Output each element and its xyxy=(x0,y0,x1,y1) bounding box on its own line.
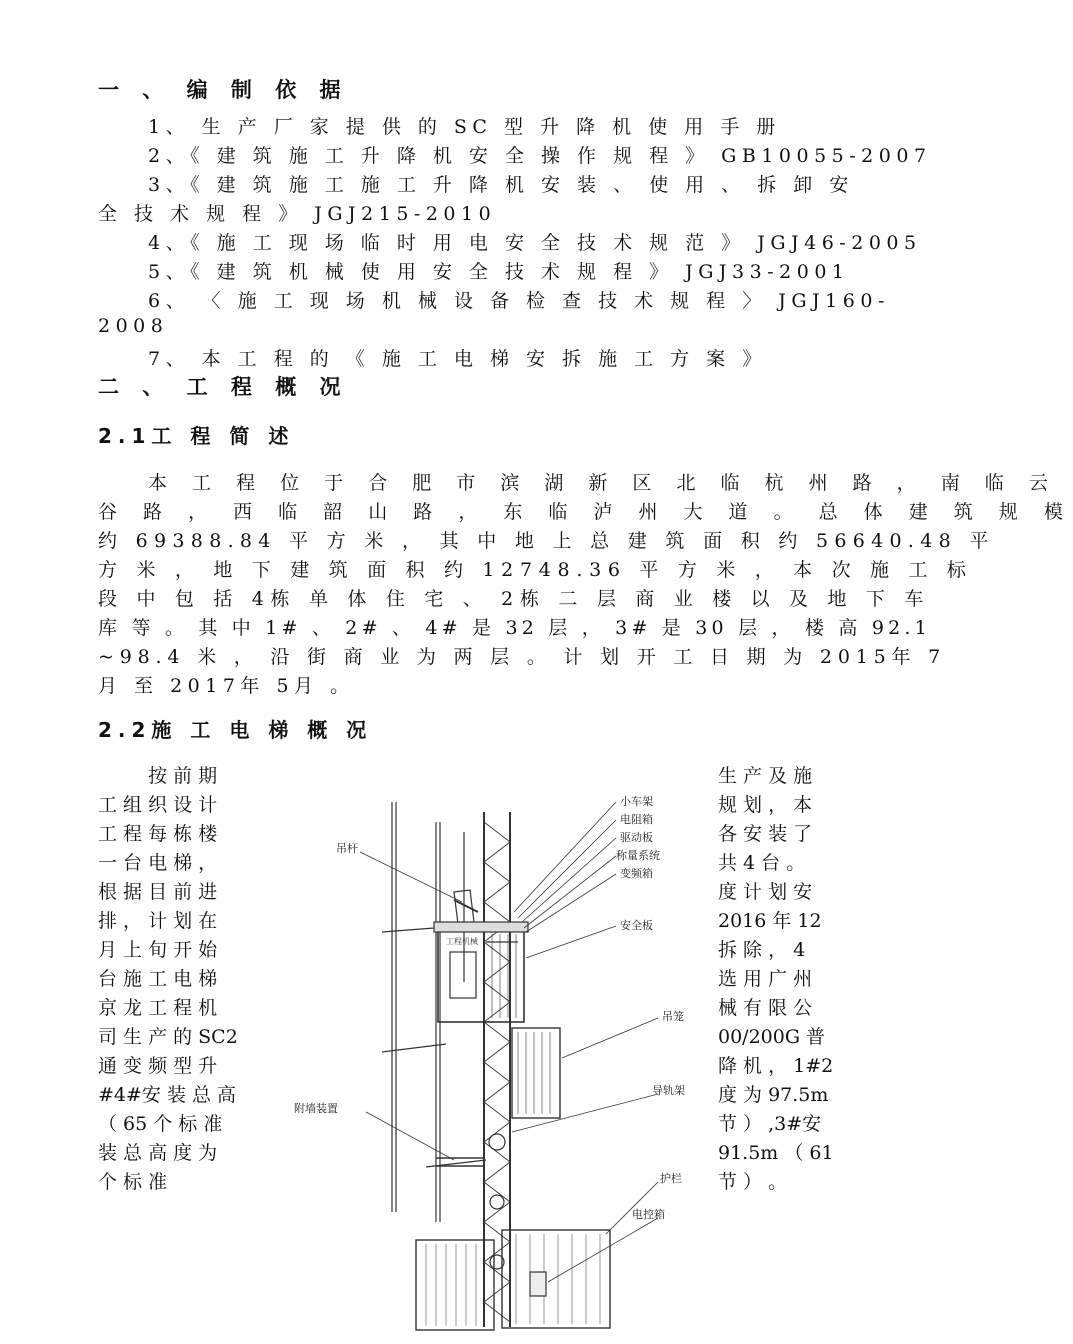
left-line: 台 施 工 电 梯 xyxy=(98,968,218,990)
overview-line-5: 段 中 包 括 4栋 单 体 住 宅 、 2栋 二 层 商 业 楼 以 及 地 下 车 xyxy=(98,588,931,610)
basis-item-3-cont: 全 技 术 规 程 》 JGJ215-2010 xyxy=(98,203,497,225)
label-small-car-frame: 小车架 xyxy=(620,795,653,808)
overview-line-2: 谷 路 ， 西 临 韶 山 路 ， 东 临 泸 州 大 道 。 总 体 建 筑 规 模 xyxy=(98,501,1073,523)
overview-line-8: 月 至 2017年 5月 。 xyxy=(98,675,355,697)
right-line: 2016 年 12 xyxy=(718,910,822,932)
overview-line-7: ~98.4 米 ， 沿 街 商 业 为 两 层 。 计 划 开 工 日 期 为 2015年 7 xyxy=(98,646,947,668)
basis-item-2: 2、《 建 筑 施 工 升 降 机 安 全 操 作 规 程 》 GB10055-2007 xyxy=(148,145,932,167)
left-line: 通 变 频 型 升 xyxy=(98,1055,218,1077)
construction-hoist-diagram xyxy=(286,782,700,1337)
right-line: 降 机 ， 1#2 xyxy=(718,1055,834,1077)
basis-item-6-cont: 2008 xyxy=(98,315,169,337)
basis-item-5: 5、《 建 筑 机 械 使 用 安 全 技 术 规 程 》 JGJ33-2001 xyxy=(148,261,850,283)
label-wall-tie: 附墙装置 xyxy=(294,1102,338,1115)
overview-line-1: 本 工 程 位 于 合 肥 市 滨 湖 新 区 北 临 杭 州 路 ， 南 临 云 xyxy=(148,472,1058,494)
subsection-2-1-title: 2.1工 程 简 述 xyxy=(98,424,295,448)
right-line: 节 ） ,3#安 xyxy=(718,1113,822,1135)
label-safety-plate: 安全板 xyxy=(620,919,653,932)
left-line: 司 生 产 的 SC2 xyxy=(98,1026,238,1048)
label-weighing-system: 称量系统 xyxy=(616,849,660,862)
right-line: 91.5m （ 61 xyxy=(718,1142,834,1164)
label-resistor-box: 电阻箱 xyxy=(620,813,653,826)
label-fence: 护栏 xyxy=(660,1172,682,1185)
right-line: 00/200G 普 xyxy=(718,1026,826,1048)
wrap-text-left-column xyxy=(98,762,260,1197)
basis-item-4: 4、《 施 工 现 场 临 时 用 电 安 全 技 术 规 范 》 JGJ46-2005 xyxy=(148,232,922,254)
basis-item-7: 7、 本 工 程 的 《 施 工 电 梯 安 拆 施 工 方 案 》 xyxy=(148,348,767,370)
right-line: 械 有 限 公 xyxy=(718,997,813,1019)
left-line: 工 组 织 设 计 xyxy=(98,794,218,816)
left-line: 京 龙 工 程 机 xyxy=(98,997,218,1019)
cage-sign: 工程机械 xyxy=(446,937,478,946)
left-line: 按 前 期 xyxy=(148,765,218,787)
label-control-box: 电控箱 xyxy=(632,1208,665,1221)
right-line: 规 划 ， 本 xyxy=(718,794,813,816)
section1-heading: 一 、 编 制 依 据 xyxy=(98,78,349,102)
label-inverter-box: 变频箱 xyxy=(620,867,653,880)
right-line: 度 为 97.5m xyxy=(718,1084,829,1106)
right-line: 各 安 装 了 xyxy=(718,823,813,845)
left-line: 排 ， 计 划 在 xyxy=(98,910,218,932)
label-cage: 吊笼 xyxy=(662,1010,684,1023)
right-line: 生 产 及 施 xyxy=(718,765,813,787)
left-line: 根 据 目 前 进 xyxy=(98,881,218,903)
overview-line-3: 约 69388.84 平 方 米 ， 其 中 地 上 总 建 筑 面 积 约 56640.48 平 xyxy=(98,530,995,552)
right-line: 节 ） 。 xyxy=(718,1171,788,1193)
left-line: （ 65 个 标 准 xyxy=(98,1113,223,1135)
right-line: 共 4 台 。 xyxy=(718,852,806,874)
subsection-2-2-title: 2.2施 工 电 梯 概 况 xyxy=(98,718,373,742)
basis-item-6: 6、 〈 施 工 现 场 机 械 设 备 检 查 技 术 规 程 〉 JGJ160- xyxy=(148,290,890,312)
label-guide-rail: 导轨架 xyxy=(652,1084,685,1097)
left-line: #4#安 装 总 高 xyxy=(98,1084,237,1106)
label-boom: 吊杆 xyxy=(336,842,358,855)
right-line: 拆 除 ， 4 xyxy=(718,939,806,961)
left-line: 月 上 旬 开 始 xyxy=(98,939,218,961)
basis-item-3: 3、《 建 筑 施 工 施 工 升 降 机 安 装 、 使 用 、 拆 卸 安 xyxy=(148,174,854,196)
section2-heading: 二 、 工 程 概 况 xyxy=(98,375,349,399)
wrap-text-right-column xyxy=(718,762,844,1197)
left-line: 工 程 每 栋 楼 xyxy=(98,823,218,845)
label-drive-plate: 驱动板 xyxy=(620,831,653,844)
right-line: 选 用 广 州 xyxy=(718,968,813,990)
left-line: 一 台 电 梯 ， xyxy=(98,852,218,874)
left-line: 装 总 高 度 为 xyxy=(98,1142,218,1164)
overview-line-6: 库 等 。 其 中 1# 、 2# 、 4# 是 32 层 ， 3# 是 30 层 ， 楼 高 92.1 xyxy=(98,617,931,639)
basis-item-1: 1、 生 产 厂 家 提 供 的 SC 型 升 降 机 使 用 手 册 xyxy=(148,116,781,138)
overview-line-4: 方 米 ， 地 下 建 筑 面 积 约 12748.36 平 方 米 ， 本 次 施 工 标 xyxy=(98,559,973,581)
left-line: 个 标 准 xyxy=(98,1171,168,1193)
right-line: 度 计 划 安 xyxy=(718,881,813,903)
